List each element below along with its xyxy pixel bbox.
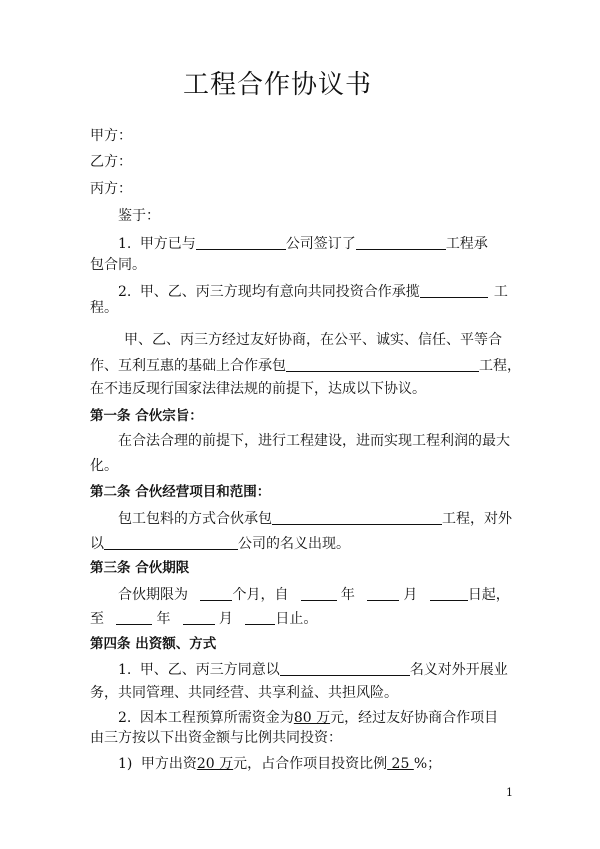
clause-1-line-2: 包合同。 bbox=[90, 257, 146, 273]
article-1-heading: 第一条 合伙宗旨： bbox=[90, 408, 203, 424]
blank-field[interactable] bbox=[430, 586, 468, 601]
article-1-line-2: 化。 bbox=[90, 458, 118, 474]
article-4-item-1-line-2: 务，共同管理、共同经营、共享利益、共担风险。 bbox=[90, 685, 398, 701]
para-3-line-1: 甲、乙、丙三方经过友好协商，在公平、诚实、信任、平等合 bbox=[124, 332, 502, 348]
party-b-label: 乙方： bbox=[90, 154, 132, 170]
article-4-heading: 第四条 出资额、方式 bbox=[90, 636, 217, 652]
clause-1-number: 1. bbox=[118, 236, 132, 252]
party-c-label: 丙方： bbox=[90, 181, 132, 197]
party-a-percent: 25 bbox=[387, 756, 414, 772]
article-3-heading: 第三条 合伙期限 bbox=[90, 560, 190, 576]
blank-field[interactable] bbox=[286, 357, 479, 372]
article-2-line-2: 以 公司的名义出现。 bbox=[90, 536, 350, 552]
blank-field[interactable] bbox=[367, 586, 399, 601]
blank-field[interactable] bbox=[200, 586, 232, 601]
blank-field[interactable] bbox=[245, 610, 275, 625]
para-3-line-2: 作、互利互惠的基础上合作承包 工程， bbox=[90, 358, 521, 374]
article-4-item-1-line-1: 1. 甲、乙、丙三方同意以 名义对外开展业 bbox=[118, 662, 508, 678]
blank-field[interactable] bbox=[420, 283, 488, 298]
blank-field[interactable] bbox=[272, 510, 442, 525]
blank-field[interactable] bbox=[356, 235, 446, 250]
blank-field[interactable] bbox=[301, 586, 337, 601]
clause-2-number: 2. bbox=[118, 284, 132, 300]
article-4-subitem-1: 1) 甲方出资20 万元，占合作项目投资比例 25 %； bbox=[118, 756, 442, 772]
recital-label: 鉴于： bbox=[118, 208, 160, 224]
blank-field[interactable] bbox=[196, 235, 286, 250]
article-4-item-2-line-2: 由三方按以下出资金额与比例共同投资： bbox=[90, 730, 342, 746]
party-a-label: 甲方： bbox=[90, 128, 132, 144]
article-2-heading: 第二条 合伙经营项目和范围： bbox=[90, 484, 271, 500]
total-amount: 80 万 bbox=[293, 710, 331, 726]
document-title: 工程合作协议书 bbox=[183, 70, 373, 100]
article-2-line-1: 包工包料的方式合伙承包 工程，对外 bbox=[118, 511, 512, 527]
page-number: 1 bbox=[506, 786, 513, 799]
article-4-item-2-line-1: 2. 因本工程预算所需资金为80 万元，经过友好协商合作项目 bbox=[118, 710, 499, 726]
blank-field[interactable] bbox=[280, 661, 410, 676]
clause-2-line-1: 2. 甲、乙、丙三方现均有意向共同投资合作承揽 工 bbox=[118, 284, 508, 300]
party-a-amount: 20 万 bbox=[196, 756, 234, 772]
article-1-line-1: 在合法合理的前提下，进行工程建设，进而实现工程利润的最大 bbox=[118, 433, 510, 449]
blank-field[interactable] bbox=[183, 610, 215, 625]
blank-field[interactable] bbox=[104, 535, 238, 550]
clause-2-line-2: 程。 bbox=[90, 300, 118, 316]
clause-1-line-1: 1. 甲方已与 公司签订了 工程承 bbox=[118, 236, 488, 252]
para-3-line-3: 在不违反现行国家法律法规的前提下，达成以下协议。 bbox=[90, 381, 426, 397]
article-3-line-1: 合伙期限为 个月，自 年 月 日起， bbox=[118, 587, 510, 603]
article-3-line-2: 至 年 月 日止。 bbox=[90, 611, 318, 627]
blank-field[interactable] bbox=[116, 610, 152, 625]
